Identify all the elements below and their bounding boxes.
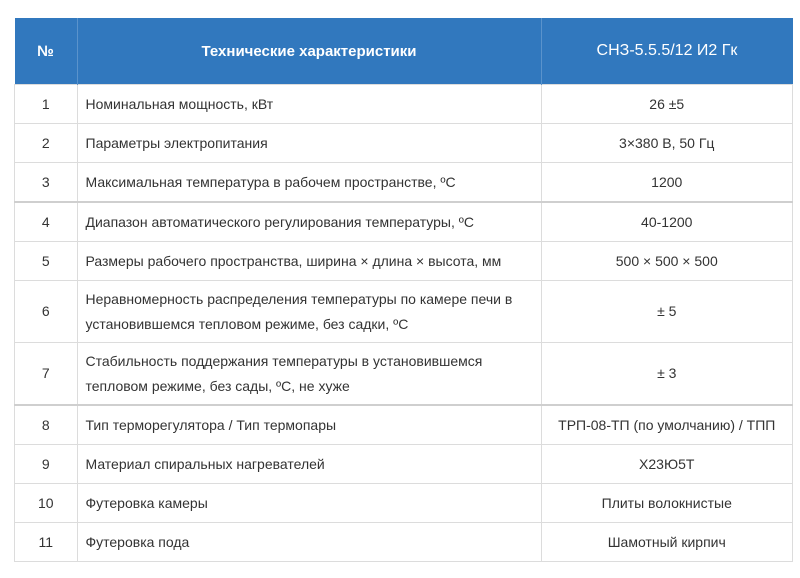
table-row (15, 163, 793, 203)
row-number: 6 (15, 281, 78, 343)
table-row (15, 124, 793, 163)
row-value: 40-1200 (541, 202, 793, 242)
table-row (15, 523, 793, 562)
row-value: 3×380 В, 50 Гц (541, 124, 793, 163)
table-row (15, 405, 793, 445)
row-characteristic: Футеровка пода (77, 523, 541, 562)
row-characteristic: Параметры электропитания (77, 124, 541, 163)
header-number: № (15, 18, 78, 85)
table-row (15, 484, 793, 523)
table-row (15, 343, 793, 406)
table-row (15, 202, 793, 242)
specs-table (14, 18, 793, 562)
row-characteristic: Размеры рабочего пространства, ширина × длина × высота, мм (77, 242, 541, 281)
row-characteristic: Стабильность поддержания температуры в установившемся тепловом режиме, без сады, ºС, не хуже (77, 343, 541, 406)
row-number: 5 (15, 242, 78, 281)
table-row (15, 445, 793, 484)
row-number: 3 (15, 163, 78, 203)
row-characteristic: Тип терморегулятора / Тип термопары (77, 405, 541, 445)
row-characteristic: Футеровка камеры (77, 484, 541, 523)
table-header-row (15, 18, 793, 85)
row-number: 2 (15, 124, 78, 163)
row-characteristic: Максимальная температура в рабочем пространстве, ºС (77, 163, 541, 203)
row-value: 500 × 500 × 500 (541, 242, 793, 281)
row-value: Шамотный кирпич (541, 523, 793, 562)
row-value: ± 3 (541, 343, 793, 406)
row-number: 7 (15, 343, 78, 406)
row-characteristic: Номинальная мощность, кВт (77, 85, 541, 124)
row-value: 1200 (541, 163, 793, 203)
row-number: 8 (15, 405, 78, 445)
header-model: СНЗ-5.5.5/12 И2 Гк (541, 18, 793, 85)
table-row (15, 281, 793, 343)
row-value: 26 ±5 (541, 85, 793, 124)
row-value: Х23Ю5Т (541, 445, 793, 484)
row-number: 4 (15, 202, 78, 242)
row-value: ± 5 (541, 281, 793, 343)
row-characteristic: Диапазон автоматического регулирования температуры, ºС (77, 202, 541, 242)
table-row (15, 85, 793, 124)
table-row (15, 242, 793, 281)
row-number: 9 (15, 445, 78, 484)
row-value: Плиты волокнистые (541, 484, 793, 523)
row-number: 1 (15, 85, 78, 124)
row-characteristic: Неравномерность распределения температуры по камере печи в установившемся тепловом режиме, без садки, ºС (77, 281, 541, 343)
specs-table-container (14, 18, 784, 562)
row-number: 11 (15, 523, 78, 562)
row-characteristic: Материал спиральных нагревателей (77, 445, 541, 484)
row-value: ТРП-08-ТП (по умолчанию) / ТПП (541, 405, 793, 445)
row-number: 10 (15, 484, 78, 523)
header-characteristics: Технические характеристики (77, 18, 541, 85)
